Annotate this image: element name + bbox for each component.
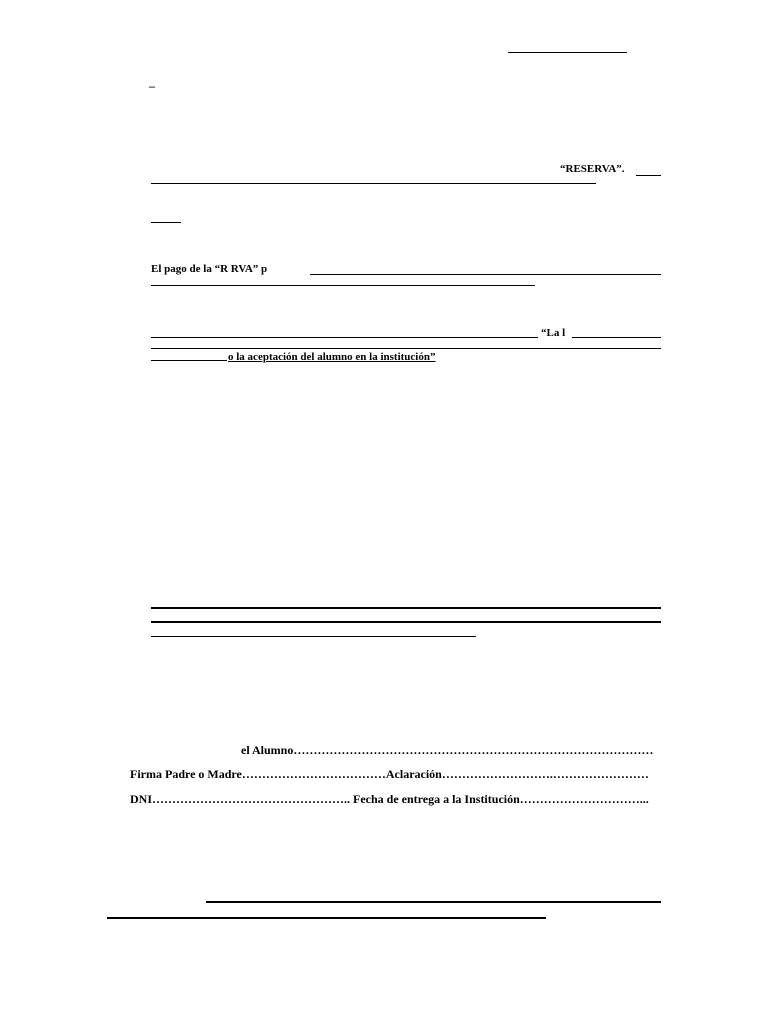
- la-rule-right: [572, 337, 661, 338]
- pago-text: El pago de la “R RVA” p: [151, 263, 268, 275]
- bottom-rule-2: [107, 917, 546, 919]
- aceptacion-rule-left: [151, 360, 227, 361]
- mid-rule-1: [151, 607, 661, 609]
- dni-field-label: DNI………………………………………….. Fecha de entrega a la Institución…………………………...: [130, 792, 649, 806]
- top-right-rule: [508, 52, 627, 53]
- firma-field-label: Firma Padre o Madre………………………………Aclaración……………………….……………………: [130, 767, 649, 781]
- mid-rule-2: [151, 621, 661, 623]
- pago-rule-2: [151, 285, 535, 286]
- alumno-field-label: el Alumno………………………………………………………………………………: [241, 743, 654, 757]
- short-rule: [151, 222, 181, 223]
- top-dash: _: [149, 75, 155, 89]
- mid-rule-3: [151, 636, 476, 637]
- bottom-rule-1: [206, 901, 661, 903]
- aceptacion-rule-full: [151, 348, 661, 349]
- reserva-rule-tail: [636, 175, 661, 176]
- la-rule-left: [151, 337, 538, 338]
- reserva-label: “RESERVA”.: [560, 163, 625, 175]
- la-text: “La l: [541, 327, 566, 339]
- pago-rule-1: [310, 274, 661, 275]
- aceptacion-text: o la aceptación del alumno en la institución”: [228, 351, 436, 363]
- reserva-rule-full: [151, 183, 596, 184]
